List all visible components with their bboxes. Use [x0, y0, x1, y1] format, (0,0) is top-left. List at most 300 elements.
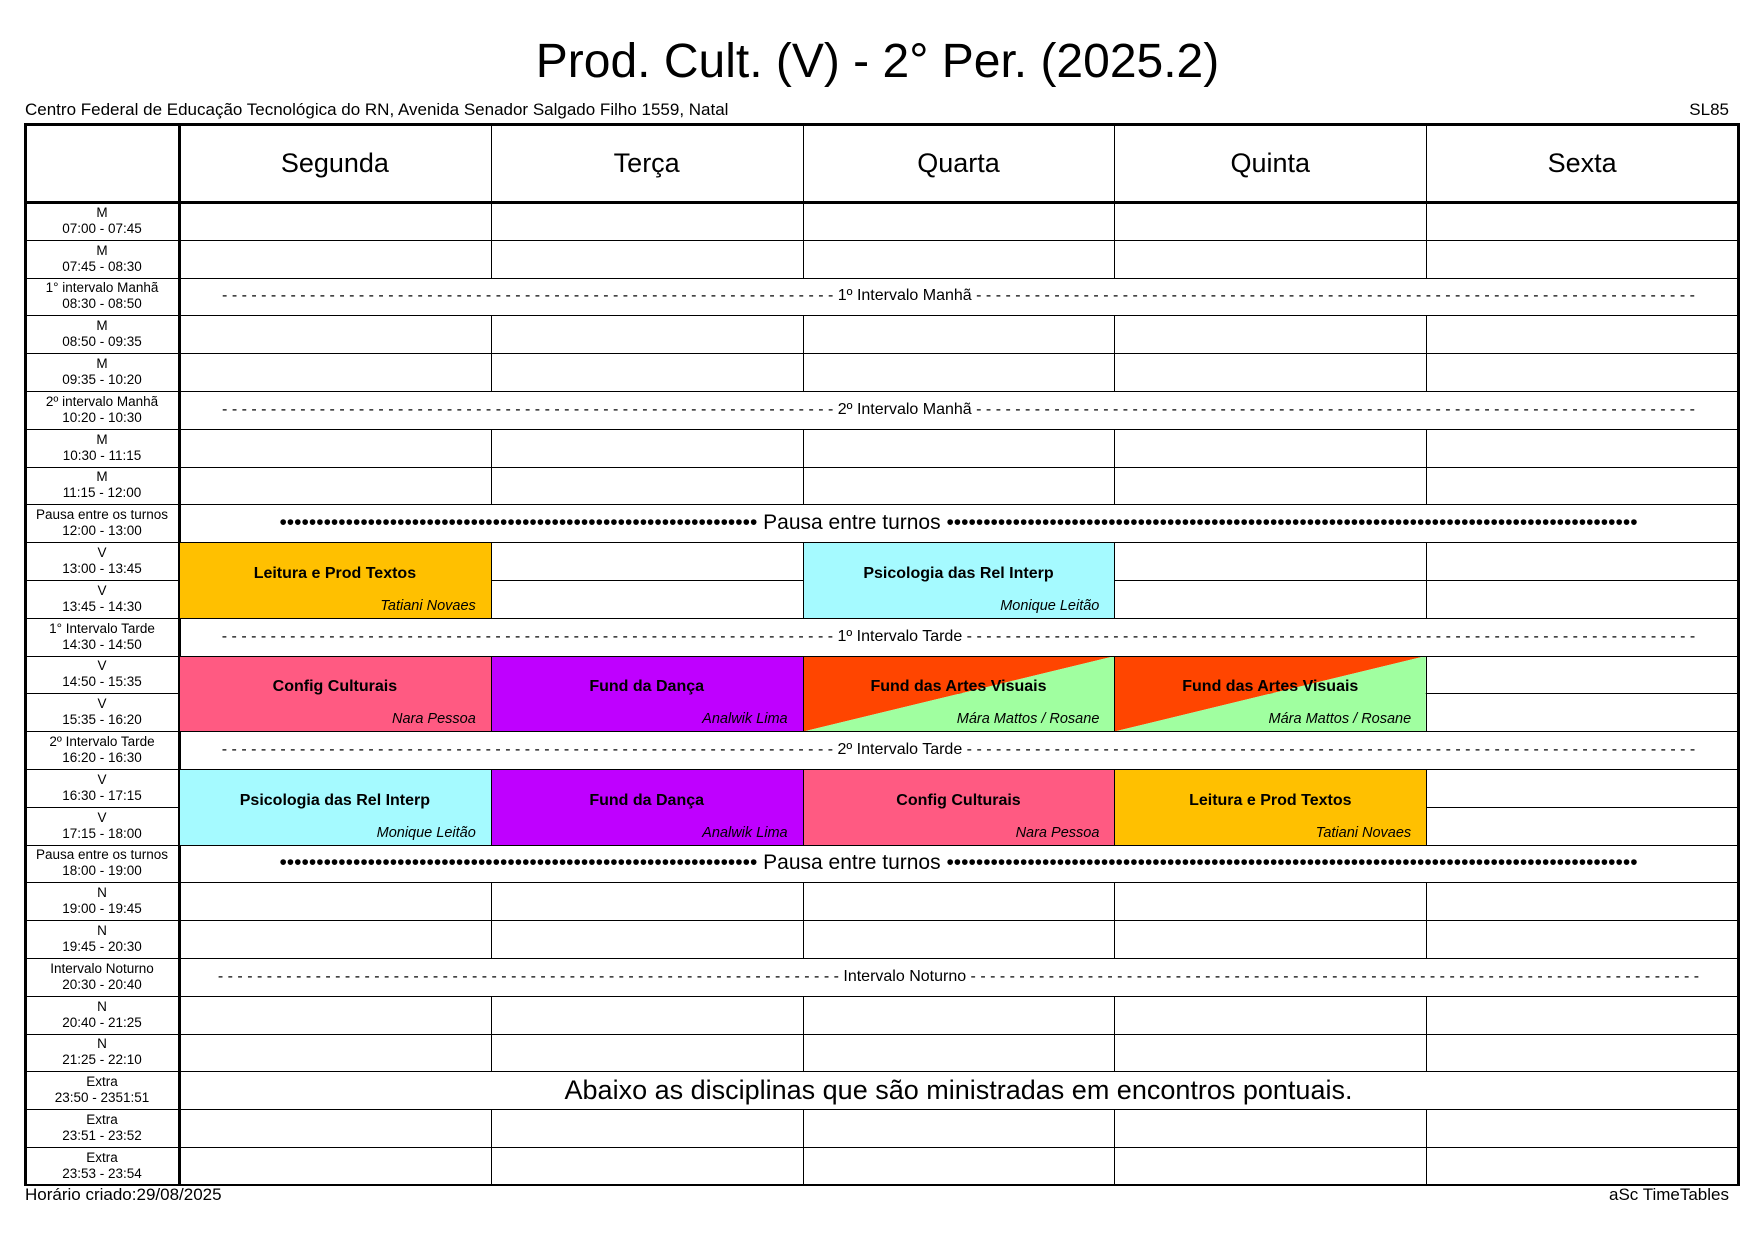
period-label — [25, 920, 179, 958]
period-label — [25, 958, 179, 996]
period-label — [25, 542, 179, 580]
day-divider — [803, 1034, 804, 1072]
lesson-teacher: Mára Mattos / Rosane — [1268, 711, 1412, 728]
period-name: V — [97, 771, 107, 787]
empty-slot — [491, 580, 803, 618]
period-time: 07:45 - 08:30 — [62, 258, 142, 274]
empty-slot — [491, 542, 803, 580]
lesson-card[interactable] — [179, 542, 491, 618]
row-divider — [25, 1109, 1738, 1110]
lesson-border — [1114, 845, 1426, 846]
empty-slot — [1114, 467, 1426, 505]
empty-slot — [491, 202, 803, 240]
school-address: Centro Federal de Educação Tecnológica do RN, Avenida Senador Salgado Filho 1559, Natal — [25, 100, 729, 119]
empty-slot — [803, 882, 1115, 920]
lesson-border — [803, 542, 1115, 543]
lesson-card[interactable] — [803, 656, 1115, 732]
period-time: 19:00 - 19:45 — [62, 901, 142, 917]
empty-slot — [179, 1147, 491, 1185]
period-time: 07:00 - 07:45 — [62, 220, 142, 236]
lesson-teacher: Analwik Lima — [702, 824, 788, 841]
lesson-border — [179, 618, 491, 619]
empty-slot — [1426, 693, 1738, 731]
day-divider — [1426, 467, 1427, 505]
day-divider — [803, 240, 804, 278]
period-name: M — [96, 469, 108, 485]
empty-slot — [1114, 1109, 1426, 1147]
day-divider — [1426, 1109, 1427, 1147]
empty-slot — [1114, 1147, 1426, 1185]
lesson-border — [179, 656, 491, 657]
day-divider — [1114, 1147, 1115, 1185]
period-name: 2º Intervalo Tarde — [49, 734, 155, 750]
period-name: V — [97, 809, 107, 825]
period-time: 15:35 - 16:20 — [62, 712, 142, 728]
lesson-border — [179, 731, 491, 732]
period-time: 23:50 - 2351:51 — [54, 1090, 150, 1106]
empty-slot — [1426, 769, 1738, 807]
empty-slot — [1114, 542, 1426, 580]
day-divider — [1114, 996, 1115, 1034]
period-label — [25, 1147, 179, 1185]
period-time: 16:30 - 17:15 — [62, 787, 142, 803]
day-divider — [803, 467, 804, 505]
lesson-teacher: Analwik Lima — [702, 711, 788, 728]
software-credit: aSc TimeTables — [1609, 1185, 1729, 1204]
day-divider — [1114, 467, 1115, 505]
empty-slot — [179, 353, 491, 391]
lesson-border — [491, 731, 803, 732]
period-time: 13:45 - 14:30 — [62, 598, 142, 614]
period-name: N — [97, 923, 107, 939]
day-divider — [1114, 1034, 1115, 1072]
lesson-border — [491, 845, 803, 846]
day-divider — [1114, 1109, 1115, 1147]
period-name: V — [97, 696, 107, 712]
break-band: - - - - - - - - - - - - - - - - - - - - - - - - - - - - - - - - - - - - - - - - - - - - - - - - - - - - - - - - - - - - - - - 1º Intervalo Manhã - - - - - - - - - - - - - - - - - - - - - - - - - - - - - - - - - - - - - - - - - - - - - - - - - - - - - - - - - - - - - - - - - - - - - - - - - - — [222, 287, 1695, 305]
period-name: M — [96, 318, 108, 334]
empty-slot — [803, 996, 1115, 1034]
empty-slot — [179, 882, 491, 920]
empty-slot — [491, 467, 803, 505]
day-divider — [491, 429, 492, 467]
day-divider — [1426, 996, 1427, 1034]
lesson-teacher: Nara Pessoa — [391, 711, 476, 728]
lesson-border — [803, 769, 1115, 770]
lesson-border — [803, 769, 804, 845]
row-divider — [25, 240, 1738, 241]
row-divider — [25, 391, 1738, 392]
empty-slot — [1114, 996, 1426, 1034]
day-header-1: Terça — [613, 147, 680, 178]
period-label — [25, 240, 179, 278]
empty-slot — [1426, 996, 1738, 1034]
day-divider — [1426, 315, 1427, 353]
empty-slot — [491, 240, 803, 278]
lesson-border — [179, 769, 180, 845]
empty-slot — [491, 882, 803, 920]
empty-slot — [1114, 580, 1426, 618]
day-divider — [803, 202, 804, 240]
lesson-border — [803, 845, 1115, 846]
period-label — [25, 580, 179, 618]
row-divider — [25, 920, 1738, 921]
day-divider — [803, 996, 804, 1034]
break-band: ••••••••••••••••••••••••••••••••••••••••••••••••••••••••••••••••• Pausa entre turnos •••••••••••••••••••••••••••••••••••••••••••••••••••••••••••••••••••••••••••••••••••••••••••••• — [279, 511, 1638, 535]
empty-slot — [1426, 656, 1738, 694]
day-divider — [1114, 315, 1115, 353]
empty-slot — [179, 240, 491, 278]
day-header-0: Segunda — [280, 147, 389, 178]
empty-slot — [491, 920, 803, 958]
period-label — [25, 467, 179, 505]
empty-slot — [179, 202, 491, 240]
period-time: 20:30 - 20:40 — [62, 976, 142, 992]
period-label — [25, 278, 179, 316]
empty-slot — [491, 996, 803, 1034]
lesson-teacher: Nara Pessoa — [1015, 824, 1100, 841]
empty-slot — [1114, 882, 1426, 920]
period-label — [25, 996, 179, 1034]
day-divider — [491, 202, 492, 240]
empty-slot — [1114, 202, 1426, 240]
empty-slot — [1426, 429, 1738, 467]
period-time: 12:00 - 13:00 — [62, 523, 142, 539]
period-name: N — [97, 998, 107, 1014]
day-divider — [491, 1109, 492, 1147]
lesson-subject: Fund da Dança — [589, 791, 705, 809]
day-divider — [1114, 240, 1115, 278]
period-name: M — [96, 356, 108, 372]
empty-slot — [1426, 580, 1738, 618]
lesson-subject: Config Culturais — [896, 791, 1021, 809]
period-name: 1° intervalo Manhã — [45, 280, 159, 296]
empty-slot — [179, 429, 491, 467]
row-divider — [25, 315, 1738, 316]
lesson-border — [491, 656, 492, 732]
period-label — [25, 1034, 179, 1072]
period-label — [25, 731, 179, 769]
table-border-bottom — [25, 1184, 1738, 1187]
day-divider — [491, 1034, 492, 1072]
lesson-subject: Fund das Artes Visuais — [1182, 678, 1359, 696]
lesson-subject: Config Culturais — [272, 678, 398, 696]
header-divider — [25, 201, 1738, 204]
period-time: 14:30 - 14:50 — [62, 636, 142, 652]
period-label — [25, 202, 179, 240]
empty-slot — [179, 1034, 491, 1072]
empty-slot — [1426, 467, 1738, 505]
day-divider — [1426, 202, 1427, 240]
lesson-border — [803, 618, 1115, 619]
period-time: 23:53 - 23:54 — [62, 1165, 142, 1181]
row-divider — [25, 882, 1738, 883]
lesson-subject: Leitura e Prod Textos — [253, 564, 417, 582]
period-name: Extra — [86, 1112, 118, 1128]
empty-slot — [491, 429, 803, 467]
day-divider — [803, 124, 804, 202]
empty-slot — [803, 315, 1115, 353]
empty-slot — [1114, 920, 1426, 958]
break-band: Abaixo as disciplinas que são ministradas em encontros pontuais. — [564, 1074, 1353, 1105]
period-time: 10:20 - 10:30 — [62, 409, 142, 425]
day-divider — [491, 882, 492, 920]
day-header-2: Quarta — [917, 147, 1000, 178]
period-label — [25, 656, 179, 694]
day-divider — [803, 315, 804, 353]
period-time: 18:00 - 19:00 — [62, 863, 142, 879]
break-band: - - - - - - - - - - - - - - - - - - - - - - - - - - - - - - - - - - - - - - - - - - - - - - - - - - - - - - - - - - - - - - - 2º Intervalo Tarde - - - - - - - - - - - - - - - - - - - - - - - - - - - - - - - - - - - - - - - - - - - - - - - - - - - - - - - - - - - - - - - - - - - - - - - - - - - — [221, 741, 1696, 759]
lesson-subject: Fund da Dança — [589, 678, 705, 696]
room-code: SL85 — [1689, 100, 1729, 119]
empty-slot — [1426, 315, 1738, 353]
empty-slot — [803, 429, 1115, 467]
period-name: M — [96, 431, 108, 447]
empty-slot — [803, 353, 1115, 391]
day-divider — [803, 882, 804, 920]
lesson-teacher: Tatiani Novaes — [1315, 824, 1412, 841]
break-band: - - - - - - - - - - - - - - - - - - - - - - - - - - - - - - - - - - - - - - - - - - - - - - - - - - - - - - - - - - - - - - - 1º Intervalo Tarde - - - - - - - - - - - - - - - - - - - - - - - - - - - - - - - - - - - - - - - - - - - - - - - - - - - - - - - - - - - - - - - - - - - - - - - - - - - — [221, 627, 1696, 645]
empty-slot — [1426, 882, 1738, 920]
lesson-border — [179, 656, 180, 732]
day-header-3: Quinta — [1230, 147, 1311, 178]
day-divider — [1114, 882, 1115, 920]
day-divider — [1426, 353, 1427, 391]
period-time: 19:45 - 20:30 — [62, 939, 142, 955]
empty-slot — [1426, 1034, 1738, 1072]
day-divider — [491, 315, 492, 353]
lesson-teacher: Mára Mattos / Rosane — [956, 711, 1100, 728]
period-label — [25, 315, 179, 353]
lesson-border — [491, 769, 492, 845]
empty-slot — [1114, 1034, 1426, 1072]
period-time: 17:15 - 18:00 — [62, 825, 142, 841]
lesson-teacher: Monique Leitão — [376, 824, 476, 841]
empty-slot — [179, 467, 491, 505]
lesson-card[interactable] — [803, 542, 1115, 618]
lesson-card[interactable] — [491, 769, 803, 845]
period-time: 09:35 - 10:20 — [62, 372, 142, 388]
empty-slot — [1114, 315, 1426, 353]
day-divider — [1426, 1147, 1427, 1185]
period-name: 1° Intervalo Tarde — [49, 620, 155, 636]
lesson-border — [491, 656, 803, 657]
lesson-border — [491, 542, 492, 618]
lesson-border — [1114, 769, 1426, 770]
lesson-card[interactable] — [491, 656, 803, 732]
lesson-border — [803, 542, 804, 618]
period-name: M — [96, 204, 108, 220]
empty-slot — [1426, 353, 1738, 391]
period-label — [25, 1109, 179, 1147]
lesson-teacher: Tatiani Novaes — [380, 597, 476, 614]
lesson-card[interactable] — [1114, 656, 1426, 732]
lesson-border — [179, 769, 491, 770]
empty-slot — [1426, 1147, 1738, 1185]
lesson-card[interactable] — [1114, 769, 1426, 845]
empty-slot — [1426, 542, 1738, 580]
day-divider — [803, 1147, 804, 1185]
period-label — [25, 1071, 179, 1109]
lesson-subject: Psicologia das Rel Interp — [863, 564, 1054, 582]
lesson-subject: Leitura e Prod Textos — [1189, 791, 1352, 809]
day-divider — [1426, 429, 1427, 467]
day-divider — [803, 353, 804, 391]
period-label — [25, 391, 179, 429]
period-time: 20:40 - 21:25 — [62, 1014, 142, 1030]
empty-slot — [491, 353, 803, 391]
period-time: 08:50 - 09:35 — [62, 334, 142, 350]
table-border-left — [24, 123, 27, 1186]
day-divider — [803, 920, 804, 958]
empty-slot — [803, 1034, 1115, 1072]
empty-slot — [1426, 202, 1738, 240]
day-header-4: Sexta — [1547, 147, 1617, 178]
period-name: M — [96, 242, 108, 258]
lesson-border — [1114, 656, 1426, 657]
period-name: V — [97, 582, 107, 598]
empty-slot — [179, 920, 491, 958]
empty-slot — [803, 1147, 1115, 1185]
period-label — [25, 618, 179, 656]
day-divider — [491, 920, 492, 958]
period-name: N — [97, 885, 107, 901]
period-time: 10:30 - 11:15 — [62, 447, 142, 463]
empty-slot — [1426, 920, 1738, 958]
lesson-border — [803, 731, 1115, 732]
day-divider — [1114, 124, 1115, 202]
lesson-border — [1114, 769, 1115, 845]
row-divider — [25, 1071, 1738, 1072]
lesson-border — [803, 656, 1115, 657]
lesson-border — [1426, 769, 1427, 845]
empty-slot — [1426, 807, 1738, 845]
day-divider — [1426, 542, 1427, 580]
day-divider — [1426, 580, 1427, 618]
day-divider — [1114, 353, 1115, 391]
period-name: Intervalo Noturno — [50, 960, 154, 976]
row-divider — [25, 467, 1738, 468]
lesson-border — [1426, 656, 1427, 732]
lesson-border — [179, 542, 180, 618]
period-label — [25, 882, 179, 920]
period-time: 16:20 - 16:30 — [62, 750, 142, 766]
lesson-card[interactable] — [803, 769, 1115, 845]
period-name: 2º intervalo Manhã — [45, 393, 159, 409]
period-name: V — [97, 545, 107, 561]
day-divider — [491, 996, 492, 1034]
day-divider — [803, 1109, 804, 1147]
period-name: Extra — [86, 1074, 118, 1090]
lesson-card[interactable] — [179, 656, 491, 732]
period-name: N — [97, 1036, 107, 1052]
day-divider — [1114, 429, 1115, 467]
empty-slot — [1426, 240, 1738, 278]
period-time: 11:15 - 12:00 — [62, 485, 142, 501]
day-divider — [491, 240, 492, 278]
period-name: Pausa entre os turnos — [35, 507, 169, 523]
time-column-divider — [178, 124, 181, 1185]
empty-slot — [803, 1109, 1115, 1147]
period-label — [25, 807, 179, 845]
day-divider — [1114, 920, 1115, 958]
empty-slot — [803, 240, 1115, 278]
day-divider — [1426, 920, 1427, 958]
lesson-border — [491, 769, 803, 770]
period-label — [25, 769, 179, 807]
empty-slot — [803, 920, 1115, 958]
period-label — [25, 693, 179, 731]
period-time: 08:30 - 08:50 — [62, 296, 142, 312]
empty-slot — [1426, 1109, 1738, 1147]
row-divider — [25, 278, 1738, 279]
table-border-right — [1737, 123, 1740, 1186]
day-divider — [491, 124, 492, 202]
break-band: - - - - - - - - - - - - - - - - - - - - - - - - - - - - - - - - - - - - - - - - - - - - - - - - - - - - - - - - - - - - - - - - Intervalo Noturno - - - - - - - - - - - - - - - - - - - - - - - - - - - - - - - - - - - - - - - - - - - - - - - - - - - - - - - - - - - - - - - - - - - - - - - - - - - — [217, 967, 1700, 985]
lesson-border — [1114, 542, 1115, 618]
period-name: Extra — [86, 1149, 118, 1165]
day-divider — [1426, 240, 1427, 278]
row-divider — [25, 1147, 1738, 1148]
table-border-top — [25, 123, 1738, 126]
lesson-border — [179, 845, 491, 846]
empty-slot — [1114, 240, 1426, 278]
period-time: 21:25 - 22:10 — [62, 1052, 142, 1068]
break-band: ••••••••••••••••••••••••••••••••••••••••••••••••••••••••••••••••• Pausa entre turnos •••••••••••••••••••••••••••••••••••••••••••••••••••••••••••••••••••••••••••••••••••••••••••••• — [279, 851, 1638, 875]
lesson-teacher: Monique Leitão — [1000, 597, 1100, 614]
period-label — [25, 429, 179, 467]
day-divider — [1426, 124, 1427, 202]
row-divider — [25, 958, 1738, 959]
lesson-card[interactable] — [179, 769, 491, 845]
row-divider — [25, 429, 1738, 430]
period-label — [25, 845, 179, 883]
empty-slot — [491, 315, 803, 353]
page-title: Prod. Cult. (V) - 2° Per. (2025.2) — [535, 35, 1220, 88]
day-divider — [1426, 1034, 1427, 1072]
row-divider — [25, 353, 1738, 354]
empty-slot — [1114, 429, 1426, 467]
row-divider — [25, 504, 1738, 505]
lesson-border — [803, 656, 804, 732]
empty-slot — [803, 467, 1115, 505]
period-name: Pausa entre os turnos — [35, 847, 169, 863]
period-label — [25, 504, 179, 542]
lesson-border — [1114, 656, 1115, 732]
day-divider — [491, 467, 492, 505]
period-label — [25, 353, 179, 391]
empty-slot — [491, 1034, 803, 1072]
day-divider — [491, 1147, 492, 1185]
period-time: 13:00 - 13:45 — [62, 561, 142, 577]
period-time: 14:50 - 15:35 — [62, 674, 142, 690]
empty-slot — [803, 202, 1115, 240]
row-divider — [25, 996, 1738, 997]
empty-slot — [491, 1147, 803, 1185]
period-name: V — [97, 658, 107, 674]
empty-slot — [179, 315, 491, 353]
lesson-border — [179, 542, 491, 543]
break-band: - - - - - - - - - - - - - - - - - - - - - - - - - - - - - - - - - - - - - - - - - - - - - - - - - - - - - - - - - - - - - - - 2º Intervalo Manhã - - - - - - - - - - - - - - - - - - - - - - - - - - - - - - - - - - - - - - - - - - - - - - - - - - - - - - - - - - - - - - - - - - - - - - - - - - — [222, 400, 1695, 418]
row-divider — [25, 1034, 1738, 1035]
day-divider — [1114, 202, 1115, 240]
day-divider — [803, 429, 804, 467]
lesson-border — [1114, 731, 1426, 732]
creation-date: Horário criado:29/08/2025 — [25, 1185, 222, 1204]
empty-slot — [179, 1109, 491, 1147]
day-divider — [1426, 882, 1427, 920]
period-time: 23:51 - 23:52 — [62, 1128, 142, 1144]
